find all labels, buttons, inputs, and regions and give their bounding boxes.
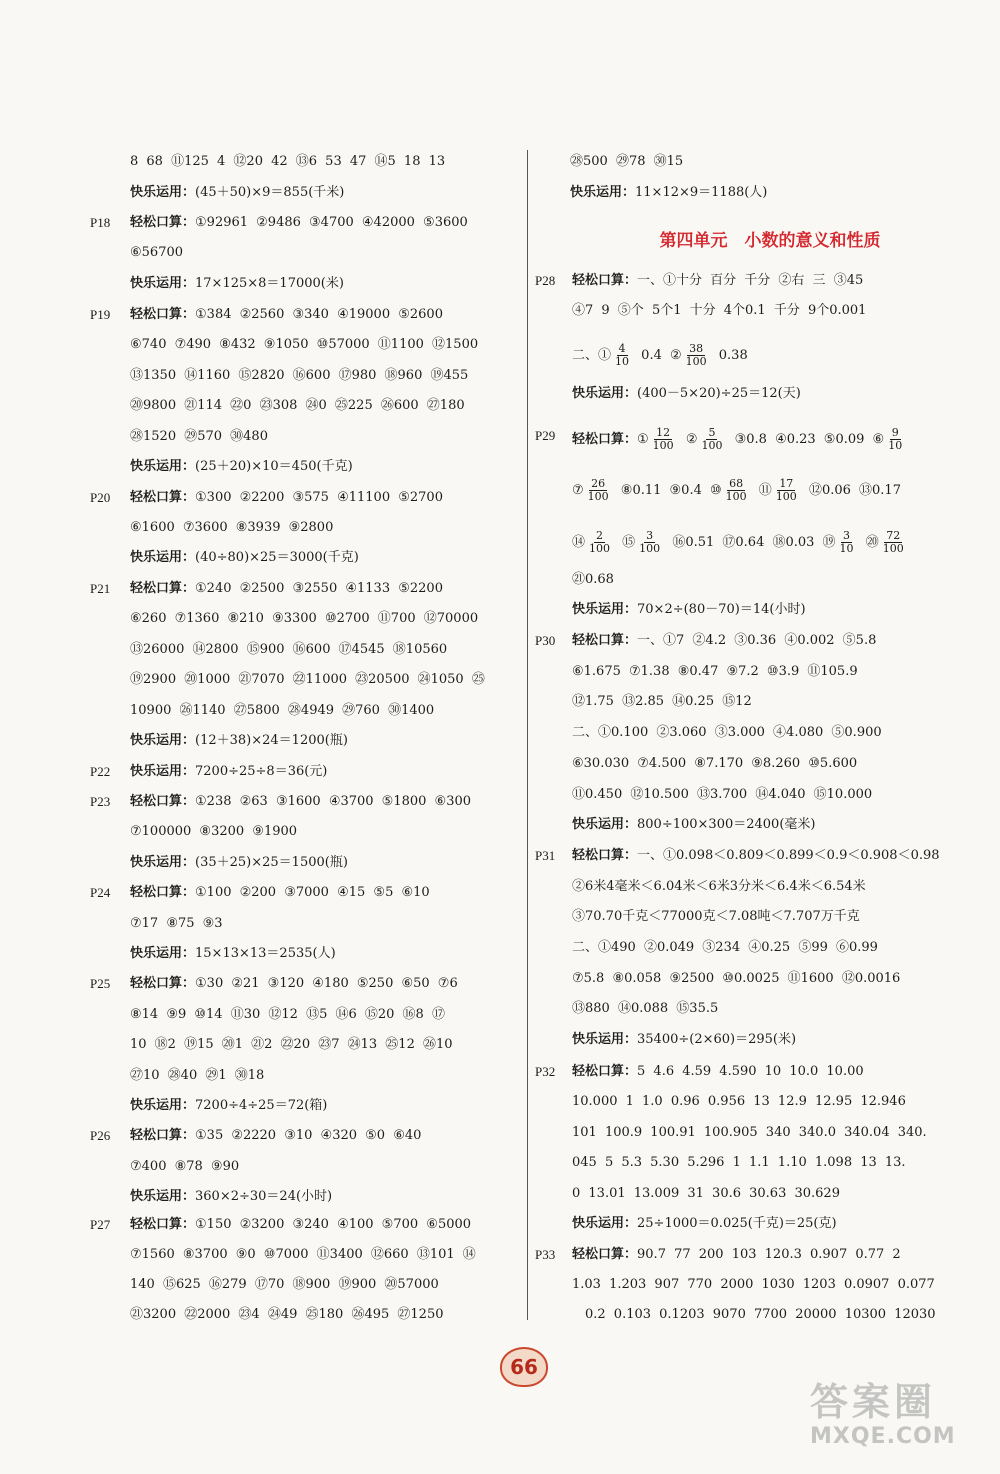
page-ref: P25 [90, 976, 111, 991]
fraction-numerator: 68 [729, 477, 744, 490]
answer-line: 0 13.01 13.009 31 30.6 30.63 30.629 [572, 1186, 840, 1201]
answer-line: 0.2 0.103 0.1203 9070 7700 20000 10300 12030 [585, 1307, 936, 1322]
answer-text: ①240 ②2500 ③2550 ④1133 ⑤2200 [195, 581, 443, 596]
fraction-denominator: 10 [615, 355, 630, 368]
answer-line [130, 1097, 327, 1115]
fraction [587, 530, 612, 555]
label-easy-calc: 轻松口算： [130, 1217, 196, 1232]
answer-line [572, 1031, 796, 1049]
label-easy-calc: 轻松口算： [572, 432, 638, 447]
fraction-numerator: 3 [843, 529, 851, 542]
page-ref: P22 [90, 764, 111, 779]
answer-text: (40÷80)×25＝3000(千克) [195, 550, 359, 565]
answer-text: ⑮ [622, 535, 636, 550]
watermark-url: MXQE.COM [810, 1424, 956, 1449]
answer-line: ⑥1600 ⑦3600 ⑧3939 ⑨2800 [130, 520, 334, 535]
watermark [810, 1380, 995, 1470]
label-happy-use: 快乐运用： [130, 459, 196, 474]
label-happy-use: 快乐运用： [130, 276, 196, 291]
answer-line [130, 458, 353, 476]
page-ref: P33 [535, 1247, 556, 1262]
answer-line [130, 549, 359, 567]
label-happy-use: 快乐运用： [572, 602, 638, 617]
label-easy-calc: 轻松口算： [572, 1064, 638, 1079]
answer-line: 10 ⑱2 ⑲15 ⑳1 ㉑2 ㉒20 ㉓7 ㉔13 ㉕12 ㉖10 [130, 1037, 453, 1052]
label-easy-calc: 轻松口算： [130, 215, 196, 230]
label-happy-use: 快乐运用： [572, 1216, 638, 1231]
answer-line: ③70.70千克＜77000克＜7.08吨＜7.707万千克 [572, 909, 860, 924]
answer-line [572, 632, 876, 650]
answer-line: ⑬880 ⑭0.088 ⑮35.5 [572, 1001, 719, 1016]
label-easy-calc: 轻松口算： [572, 273, 638, 288]
answer-text: ①150 ②3200 ③240 ④100 ⑤700 ⑥5000 [195, 1217, 472, 1232]
answer-line: ㉘1520 ㉙570 ㉚480 [130, 429, 268, 444]
answer-line: ⑦1560 ⑧3700 ⑨0 ⑩7000 ⑪3400 ⑫660 ⑬101 ⑭ [130, 1247, 476, 1262]
fraction-numerator: 5 [708, 426, 716, 439]
answer-line: ⑥1.675 ⑦1.38 ⑧0.47 ⑨7.2 ⑩3.9 ⑪105.9 [572, 664, 858, 679]
answer-text: ⑧0.11 ⑨0.4 ⑩ [620, 483, 722, 498]
label-happy-use: 快乐运用： [130, 733, 196, 748]
answer-line: ⑥56700 [130, 245, 184, 260]
answer-text: ①0.098＜0.809＜0.899＜0.9＜0.908＜0.98 [663, 848, 940, 863]
page-ref: P31 [535, 848, 556, 863]
fraction-numerator: 12 [656, 426, 671, 439]
answer-line: ⑧14 ⑨9 ⑩14 ⑪30 ⑫12 ⑬5 ⑭6 ⑮20 ⑯8 ⑰ [130, 1007, 445, 1022]
answer-line [130, 1216, 471, 1234]
answer-line: ㉘500 ㉙78 ㉚15 [570, 154, 684, 169]
answer-line: ⑬26000 ⑭2800 ⑮900 ⑯600 ⑰4545 ⑱10560 [130, 642, 448, 657]
fraction-denominator: 100 [587, 490, 609, 503]
fraction-numerator: 9 [891, 426, 899, 439]
answer-line: ⑦5.8 ⑧0.058 ⑨2500 ⑩0.0025 ⑪1600 ⑫0.0016 [572, 971, 901, 986]
label-easy-calc: 轻松口算： [130, 794, 196, 809]
fraction-denominator: 100 [725, 490, 747, 503]
answer-line [130, 275, 344, 293]
answer-text: ①0.100 ②3.060 ③3.000 ④4.080 ⑤0.900 [598, 725, 882, 740]
label-easy-calc: 轻松口算： [130, 1128, 196, 1143]
answer-line [130, 732, 348, 750]
page-ref: P26 [90, 1128, 111, 1143]
answer-text: (45＋50)×9＝855(千米) [195, 185, 345, 200]
answer-line [130, 580, 443, 598]
fraction-denominator: 10 [839, 542, 854, 555]
answer-line: ㉗10 ㉘40 ㉙1 ㉚18 [130, 1068, 265, 1083]
watermark-text: 答案圈 [810, 1380, 937, 1424]
answer-line: ⑥30.030 ⑦4.500 ⑧7.170 ⑨8.260 ⑩5.600 [572, 756, 858, 771]
answer-line [572, 1246, 901, 1264]
answer-line: 045 5 5.3 5.30 5.296 1 1.1 1.10 1.098 13 13. [572, 1155, 906, 1170]
answer-line: ⑲2900 ⑳1000 ㉑7070 ㉒11000 ㉓20500 ㉔1050 ㉕ [130, 672, 485, 687]
label-happy-use: 快乐运用： [572, 817, 638, 832]
label-happy-use: 快乐运用： [570, 185, 636, 200]
answer-line [572, 530, 908, 555]
answer-text: ①238 ②63 ③1600 ④3700 ⑤1800 ⑥300 [195, 794, 472, 809]
answer-line: ②6米4毫米＜6.04米＜6米3分米＜6.4米＜6.54米 [572, 879, 866, 894]
fraction [838, 530, 856, 555]
answer-text: (12＋38)×24＝1200(瓶) [195, 733, 348, 748]
answer-line [572, 427, 906, 452]
label-easy-calc: 轻松口算： [130, 885, 196, 900]
part-label: 二、 [572, 348, 599, 363]
page-ref: P27 [90, 1217, 111, 1232]
answer-line: ⑥740 ⑦490 ⑧432 ⑨1050 ⑩57000 ⑪1100 ⑫1500 [130, 337, 479, 352]
page-ref: P28 [535, 273, 556, 288]
label-easy-calc: 轻松口算： [572, 633, 638, 648]
answer-text: 25÷1000＝0.025(千克)＝25(克) [637, 1216, 837, 1231]
part-label: 一、 [637, 633, 664, 648]
answer-line [572, 385, 801, 403]
fraction-denominator: 10 [888, 439, 903, 452]
answer-line: ④7 9 ⑤个 5个1 十分 4个0.1 千分 9个0.001 [572, 303, 867, 318]
answer-text: (400－5×20)÷25＝12(天) [637, 386, 801, 401]
label-easy-calc: 轻松口算： [130, 490, 196, 505]
answer-text: ①7 ②4.2 ③0.36 ④0.002 ⑤5.8 [663, 633, 877, 648]
fraction-denominator: 100 [701, 439, 723, 452]
answer-text: ⑳ [865, 535, 879, 550]
page-ref: P19 [90, 307, 111, 322]
answer-line [130, 489, 443, 507]
label-happy-use: 快乐运用： [572, 1032, 638, 1047]
column-divider [527, 150, 528, 1320]
answer-line: 10900 ㉖1140 ㉗5800 ㉘4949 ㉙760 ㉚1400 [130, 703, 435, 718]
fraction [684, 343, 709, 368]
answer-line [572, 724, 882, 742]
label-happy-use: 快乐运用： [130, 1189, 196, 1204]
answer-text: 0.38 [718, 348, 748, 363]
answer-line [572, 601, 806, 619]
answer-line: 140 ⑮625 ⑯279 ⑰70 ⑱900 ⑲900 ⑳57000 [130, 1277, 439, 1292]
fraction [724, 478, 749, 503]
part-label: 二、 [572, 725, 599, 740]
answer-line [572, 847, 940, 865]
fraction-denominator: 100 [882, 542, 904, 555]
answer-line [130, 884, 430, 902]
fraction-numerator: 38 [689, 342, 704, 355]
answer-text: 0.4 ② [641, 348, 682, 363]
answer-line [572, 816, 815, 834]
answer-text: ①十分 百分 千分 ②右 三 ③45 [663, 273, 864, 288]
answer-text: ⑯0.51 ⑰0.64 ⑱0.03 ⑲ [672, 535, 836, 550]
answer-line: ㉑3200 ㉒2000 ㉓4 ㉔49 ㉕180 ㉖495 ㉗1250 [130, 1307, 444, 1322]
answer-text: ⑫0.06 ⑬0.17 [808, 483, 901, 498]
fraction [699, 427, 724, 452]
answer-text: 800÷100×300＝2400(毫米) [637, 817, 816, 832]
answer-line [572, 343, 748, 368]
answer-line: ⑦17 ⑧75 ⑨3 [130, 916, 223, 931]
fraction-numerator: 3 [646, 529, 654, 542]
answer-line [130, 1127, 421, 1145]
label-happy-use: 快乐运用： [130, 185, 196, 200]
page-number [500, 1345, 548, 1389]
part-label: 二、 [572, 940, 599, 955]
page-ref: P30 [535, 633, 556, 648]
fraction-numerator: 26 [591, 477, 606, 490]
answer-line: ㉑0.68 [572, 572, 614, 587]
page-ref: P18 [90, 215, 111, 230]
page-number-badge: 66 [500, 1347, 548, 1387]
answer-text: 15×13×13＝2535(人) [195, 946, 336, 961]
fraction-denominator: 100 [685, 355, 707, 368]
answer-text: 5 4.6 4.59 4.590 10 10.0 10.00 [637, 1064, 864, 1079]
answer-line: ⑦100000 ⑧3200 ⑨1900 [130, 824, 298, 839]
answer-line: ⑪0.450 ⑫10.500 ⑬3.700 ⑭4.040 ⑮10.000 [572, 787, 873, 802]
fraction [886, 427, 904, 452]
label-easy-calc: 轻松口算： [572, 1247, 638, 1262]
answer-text: ⑭ [572, 535, 586, 550]
fraction [774, 478, 799, 503]
answer-text: ② [685, 432, 698, 447]
answer-line [130, 184, 344, 202]
fraction [613, 343, 631, 368]
answer-line [572, 1063, 864, 1081]
page-ref: P29 [535, 428, 556, 443]
label-happy-use: 快乐运用： [130, 1098, 196, 1113]
fraction-numerator: 17 [779, 477, 794, 490]
fraction-denominator: 100 [652, 439, 674, 452]
answer-line [130, 1188, 332, 1206]
part-label: 一、 [637, 273, 664, 288]
answer-line [130, 793, 471, 811]
answer-text: ③0.8 ④0.23 ⑤0.09 ⑥ [734, 432, 885, 447]
answer-text: (25＋20)×10＝450(千克) [195, 459, 353, 474]
answer-text: ① [598, 348, 612, 363]
answer-text: ①35 ②2220 ③10 ④320 ⑤0 ⑥40 [195, 1128, 422, 1143]
answer-line [130, 854, 348, 872]
part-label: 一、 [637, 848, 664, 863]
fraction-denominator: 100 [589, 542, 611, 555]
answer-line [130, 945, 336, 963]
answer-line [130, 306, 443, 324]
fraction [637, 530, 662, 555]
fraction-numerator: 72 [886, 529, 901, 542]
label-happy-use: 快乐运用： [130, 764, 196, 779]
answer-line [572, 478, 901, 503]
answer-text: 11×12×9＝1188(人) [635, 185, 768, 200]
answer-text: 360×2÷30＝24(小时) [195, 1189, 333, 1204]
answer-line: 1.03 1.203 907 770 2000 1030 1203 0.0907 0.077 [572, 1277, 935, 1292]
answer-text: 7200÷25÷8＝36(元) [195, 764, 328, 779]
answer-line [570, 184, 767, 202]
answer-line: ⑳9800 ㉑114 ㉒0 ㉓308 ㉔0 ㉕225 ㉖600 ㉗180 [130, 398, 465, 413]
answer-line: 101 100.9 100.91 100.905 340 340.0 340.04 340. [572, 1125, 927, 1140]
answer-text: 90.7 77 200 103 120.3 0.907 0.77 2 [637, 1247, 901, 1262]
label-happy-use: 快乐运用： [130, 550, 196, 565]
answer-line [130, 214, 468, 232]
fraction [881, 530, 906, 555]
answer-line [572, 1215, 837, 1233]
fraction-numerator: 2 [596, 529, 604, 542]
fraction-numerator: 4 [618, 342, 626, 355]
fraction [651, 427, 676, 452]
page-ref: P21 [90, 581, 111, 596]
answer-text: 7200÷4÷25＝72(箱) [195, 1098, 328, 1113]
answer-text: ⑪ [758, 483, 772, 498]
answer-line: ⑫1.75 ⑬2.85 ⑭0.25 ⑮12 [572, 694, 752, 709]
answer-line [130, 975, 458, 993]
answer-text: ①490 ②0.049 ③234 ④0.25 ⑤99 ⑥0.99 [598, 940, 878, 955]
answer-text: ① [637, 432, 649, 447]
answer-line: ⑦400 ⑧78 ⑨90 [130, 1159, 240, 1174]
page-ref: P23 [90, 794, 111, 809]
answer-line: 8 68 ⑪125 4 ⑫20 42 ⑬6 53 47 ⑭5 18 13 [130, 154, 446, 169]
answer-line: 10.000 1 1.0 0.96 0.956 13 12.9 12.95 12.946 [572, 1094, 906, 1109]
answer-text: ①300 ②2200 ③575 ④11100 ⑤2700 [195, 490, 443, 505]
answer-line: ⑬1350 ⑭1160 ⑮2820 ⑯600 ⑰980 ⑱960 ⑲455 [130, 368, 469, 383]
answer-line [572, 939, 878, 957]
answer-text: ①384 ②2560 ③340 ④19000 ⑤2600 [195, 307, 443, 322]
fraction-denominator: 100 [639, 542, 661, 555]
answer-text: ⑦ [572, 483, 584, 498]
answer-line [572, 272, 863, 290]
label-happy-use: 快乐运用： [130, 946, 196, 961]
unit-title: 第四单元 小数的意义和性质 [659, 231, 881, 251]
page-ref: P20 [90, 490, 111, 505]
label-easy-calc: 轻松口算： [130, 581, 196, 596]
answer-line [130, 763, 327, 781]
answer-text: (35＋25)×25＝1500(瓶) [195, 855, 348, 870]
answer-text: ①30 ②21 ③120 ④180 ⑤250 ⑥50 ⑦6 [195, 976, 458, 991]
label-happy-use: 快乐运用： [572, 386, 638, 401]
label-easy-calc: 轻松口算： [130, 307, 196, 322]
answer-text: ①92961 ②9486 ③4700 ④42000 ⑤3600 [195, 215, 468, 230]
answer-text: 70×2÷(80－70)＝14(小时) [637, 602, 806, 617]
answer-text: 17×125×8＝17000(米) [195, 276, 344, 291]
label-easy-calc: 轻松口算： [572, 848, 638, 863]
answer-line: ⑥260 ⑦1360 ⑧210 ⑨3300 ⑩2700 ⑪700 ⑫70000 [130, 611, 479, 626]
label-happy-use: 快乐运用： [130, 855, 196, 870]
fraction [586, 478, 611, 503]
label-easy-calc: 轻松口算： [130, 976, 196, 991]
answer-text: 35400÷(2×60)＝295(米) [637, 1032, 797, 1047]
answer-text: ①100 ②200 ③7000 ④15 ⑤5 ⑥10 [195, 885, 430, 900]
fraction-denominator: 100 [775, 490, 797, 503]
page-ref: P24 [90, 885, 111, 900]
page-ref: P32 [535, 1064, 556, 1079]
